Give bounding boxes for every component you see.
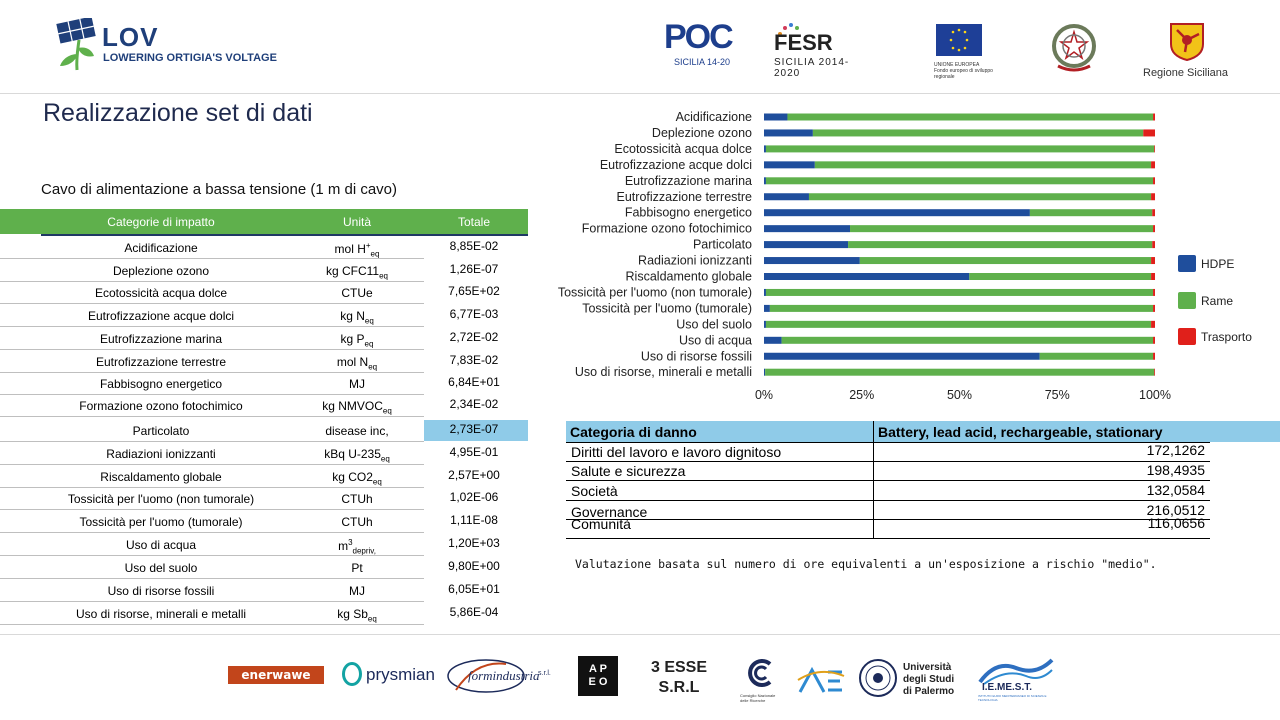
bar-segment-rame xyxy=(766,145,1154,152)
impact-table-row xyxy=(0,419,528,442)
impact-unit-base: Pt xyxy=(351,561,363,575)
impact-unit xyxy=(292,309,422,325)
legend-label: Trasporto xyxy=(1201,330,1252,344)
category-label: Particolato xyxy=(692,237,752,252)
enerwawe-logo: enerwawe xyxy=(228,666,324,684)
impact-unit-base: kg NMVOC xyxy=(322,399,383,413)
fesr-logo-text: FESR xyxy=(774,30,833,55)
impact-total: 2,57E+00 xyxy=(448,468,500,482)
bar-segment-rame xyxy=(860,257,1151,264)
impact-total: 1,02E-06 xyxy=(449,490,499,504)
impact-total: 2,72E-02 xyxy=(449,330,499,344)
impact-category: Tossicità per l'uomo (tumorale) xyxy=(79,515,243,529)
impact-total: 5,86E-04 xyxy=(449,605,499,619)
impact-total: 6,77E-03 xyxy=(449,307,499,321)
impact-unit xyxy=(292,399,422,415)
bar-segment-rame xyxy=(766,321,1151,328)
bar-segment-trasporto xyxy=(1143,129,1155,136)
impact-category: Eutrofizzazione acque dolci xyxy=(87,309,235,323)
bar-segment-trasporto xyxy=(1153,305,1155,312)
damage-header-value: Battery, lead acid, rechargeable, stationary xyxy=(878,424,1163,440)
region-name: Regione Siciliana xyxy=(1143,67,1228,79)
impact-category: Eutrofizzazione marina xyxy=(99,332,223,346)
impact-unit xyxy=(292,286,422,300)
unipa-line1: Università xyxy=(903,662,952,673)
bar-segment-trasporto xyxy=(1151,161,1155,168)
impact-table-row xyxy=(0,304,528,327)
impact-table-row xyxy=(0,281,528,304)
impact-total: 4,95E-01 xyxy=(449,445,499,459)
impact-table-row xyxy=(0,327,528,350)
impact-category: Tossicità per l'uomo (non tumorale) xyxy=(67,492,255,506)
damage-value: 198,4935 xyxy=(1146,462,1205,478)
category-label: Eutrofizzazione marina xyxy=(624,173,752,188)
damage-value: 172,1262 xyxy=(1146,442,1205,458)
damage-row-divider xyxy=(566,500,1210,501)
prysmian-text: prysmian xyxy=(366,665,435,684)
poc-logo-subtext: SICILIA 14-20 xyxy=(674,57,731,67)
impact-unit xyxy=(292,377,422,391)
impact-unit xyxy=(292,241,422,258)
bar-segment-hdpe xyxy=(764,209,1030,216)
bar-segment-rame xyxy=(1040,353,1153,360)
damage-row-divider xyxy=(566,461,1210,462)
bar-segment-hdpe xyxy=(764,305,770,312)
poc-logo xyxy=(664,18,736,68)
unipa-line2: degli Studi xyxy=(903,674,955,685)
eu-line1: UNIONE EUROPEA xyxy=(934,62,980,68)
x-tick-label: 25% xyxy=(849,388,875,402)
bar-segment-trasporto xyxy=(1153,289,1155,296)
treesse-line1: 3 ESSE xyxy=(650,659,708,676)
iemest-text: I.E.ME.S.T. xyxy=(982,682,1033,693)
poc-logo-text: POC xyxy=(664,18,732,56)
bar-segment-trasporto xyxy=(1154,369,1155,376)
category-label: Acidificazione xyxy=(675,110,752,124)
bar-segment-trasporto xyxy=(1152,209,1155,216)
unipa-name xyxy=(903,662,963,698)
impact-total: 1,11E-08 xyxy=(450,513,498,527)
impact-unit-subscript: eq xyxy=(367,614,377,624)
impact-unit-subscript: eq xyxy=(382,406,392,416)
header xyxy=(0,0,1280,93)
impact-total: 6,84E+01 xyxy=(448,375,500,389)
impact-unit-subscript: eq xyxy=(379,271,389,281)
damage-value: 116,0656 xyxy=(1147,515,1205,531)
legend-swatch-hdpe xyxy=(1178,255,1196,272)
impact-unit-base: kg CFC11 xyxy=(325,264,380,278)
impact-total: 2,34E-02 xyxy=(449,397,499,411)
bar-segment-trasporto xyxy=(1153,114,1155,121)
legend-swatch-rame xyxy=(1178,292,1196,309)
impact-category: Formazione ozono fotochimico xyxy=(79,399,243,413)
apeo-text: A P E O xyxy=(588,663,608,688)
bar-segment-trasporto xyxy=(1152,241,1155,248)
impact-category: Uso di risorse fossili xyxy=(107,584,215,598)
apeo-logo xyxy=(578,656,618,696)
impact-table-row xyxy=(0,510,528,533)
treesse-logo xyxy=(644,658,714,698)
impact-unit xyxy=(292,492,422,506)
category-label: Fabbisogno energetico xyxy=(624,205,752,220)
category-label: Formazione ozono fotochimico xyxy=(581,221,752,236)
category-label: Eutrofizzazione acque dolci xyxy=(599,157,752,172)
bar-segment-trasporto xyxy=(1153,225,1155,232)
impact-unit-base: MJ xyxy=(349,584,365,598)
bar-segment-hdpe xyxy=(764,177,766,184)
bar-segment-hdpe xyxy=(764,353,1040,360)
bar-segment-rame xyxy=(1030,209,1152,216)
impact-unit-subscript: eq xyxy=(380,454,390,464)
bar-segment-trasporto xyxy=(1153,177,1155,184)
x-tick-label: 75% xyxy=(1044,388,1070,402)
bar-segment-hdpe xyxy=(764,369,765,376)
impact-category: Particolato xyxy=(132,424,190,438)
prysmian-mark-icon xyxy=(342,662,362,686)
cnr-mark-icon xyxy=(740,658,782,688)
impact-category: Ecotossicità acqua dolce xyxy=(94,286,228,300)
bar-segment-rame xyxy=(809,193,1151,200)
impact-table-row xyxy=(0,372,528,395)
fesr-logo-subtext: SICILIA 2014-2020 xyxy=(774,57,850,79)
damage-value: 216,0512 xyxy=(1146,502,1205,518)
bar-segment-hdpe xyxy=(764,161,815,168)
impact-total: 7,83E-02 xyxy=(449,353,499,367)
bar-segment-rame xyxy=(782,337,1153,344)
eu-logo-text xyxy=(934,62,1002,80)
impact-table-row xyxy=(0,350,528,373)
footer-divider xyxy=(0,634,1280,635)
impact-unit xyxy=(292,515,422,529)
category-label: Eutrofizzazione terrestre xyxy=(616,189,752,204)
impact-unit xyxy=(292,447,422,463)
damage-category: Governance xyxy=(571,504,648,520)
impact-unit xyxy=(292,355,422,371)
region-logo xyxy=(1142,20,1232,80)
impact-table-row xyxy=(0,236,528,259)
bar-segment-trasporto xyxy=(1151,257,1155,264)
impact-category: Deplezione ozono xyxy=(112,264,210,278)
italian-emblem-icon xyxy=(1048,20,1100,76)
bar-segment-hdpe xyxy=(764,321,766,328)
header-unit: Unità xyxy=(342,215,371,229)
impact-unit-base: CTUh xyxy=(341,492,373,506)
impact-unit-subscript: depriv, xyxy=(352,546,376,556)
impact-unit xyxy=(292,264,422,280)
impact-unit xyxy=(292,561,422,575)
impact-table-row xyxy=(0,442,528,465)
cnr-logo xyxy=(740,658,782,702)
eu-logo xyxy=(934,24,1000,80)
formindustria-suffix: s.r.l. xyxy=(538,670,551,677)
x-tick-label: 0% xyxy=(754,388,774,402)
bar-segment-trasporto xyxy=(1151,321,1155,328)
impact-unit xyxy=(292,332,422,348)
trinacria-icon xyxy=(1167,20,1207,62)
eu-flag-icon xyxy=(936,24,982,56)
formindustria-logo xyxy=(446,656,564,696)
impact-table-row xyxy=(0,465,528,488)
category-label: Uso di risorse fossili xyxy=(640,349,752,364)
prysmian-logo xyxy=(342,662,435,688)
x-tick-label: 100% xyxy=(1139,388,1171,402)
impact-unit xyxy=(292,424,422,438)
impact-table-row xyxy=(0,394,528,417)
assessment-note: Valutazione basata sul numero di ore equivalenti a un'esposizione a rischio "medio". xyxy=(575,557,1157,571)
bar-segment-hdpe xyxy=(764,289,766,296)
damage-row-divider xyxy=(566,538,1210,539)
impact-unit-base: disease inc, xyxy=(325,424,389,438)
damage-category: Diritti del lavoro e lavoro dignitoso xyxy=(571,444,782,460)
lov-logo xyxy=(54,18,294,74)
damage-value: 132,0584 xyxy=(1146,482,1205,498)
impact-total: 2,73E-07 xyxy=(449,422,499,436)
impact-table-header xyxy=(0,209,528,234)
bar-segment-trasporto xyxy=(1151,273,1155,280)
impact-unit-subscript: eq xyxy=(364,339,374,349)
category-label: Deplezione ozono xyxy=(651,125,752,140)
damage-row-divider xyxy=(566,480,1210,481)
impact-bar-chart xyxy=(540,100,1280,410)
table-caption: Cavo di alimentazione a bassa tensione (1 m di cavo) xyxy=(41,181,398,198)
header-divider xyxy=(0,93,1280,94)
impact-category: Radiazioni ionizzanti xyxy=(106,447,216,461)
lov-title: LOV xyxy=(102,22,159,52)
impact-unit xyxy=(292,607,422,623)
bar-segment-hdpe xyxy=(764,241,848,248)
category-label: Riscaldamento globale xyxy=(625,269,752,284)
impact-unit xyxy=(292,470,422,486)
formindustria-text: formindustria xyxy=(468,668,540,683)
impact-table-row xyxy=(0,602,528,625)
bar-segment-rame xyxy=(765,369,1154,376)
damage-row-divider xyxy=(566,442,1210,443)
category-label: Ecotossicità acqua dolce xyxy=(614,141,752,156)
impact-unit-base: kg P xyxy=(340,332,365,346)
impact-total: 7,65E+02 xyxy=(448,284,500,298)
damage-category: Società xyxy=(571,483,618,499)
x-tick-label: 50% xyxy=(946,388,973,402)
impact-total: 6,05E+01 xyxy=(448,582,500,596)
bar-segment-hdpe xyxy=(764,145,766,152)
impact-category: Uso del suolo xyxy=(124,561,198,575)
bar-segment-trasporto xyxy=(1153,337,1155,344)
impact-category: Riscaldamento globale xyxy=(100,470,222,484)
bar-segment-hdpe xyxy=(764,225,850,232)
impact-total: 1,20E+03 xyxy=(448,536,500,550)
treesse-line2: S.R.L xyxy=(658,679,700,696)
impact-table-row xyxy=(0,579,528,602)
bar-segment-trasporto xyxy=(1154,145,1155,152)
iemest-logo xyxy=(976,656,1056,702)
unipa-line3: di Palermo xyxy=(903,686,955,697)
bar-segment-hdpe xyxy=(764,129,813,136)
impact-unit-base: mol N xyxy=(336,355,369,369)
impact-unit-base: kg N xyxy=(340,309,365,323)
category-label: Radiazioni ionizzanti xyxy=(638,253,752,268)
iemest-subtext: ISTITUTO EURO MEDITERRANEO DI SCIENZA E TECNOLOGIA xyxy=(978,694,1047,702)
eu-line2: Fondo europeo di sviluppo regionale xyxy=(934,68,993,80)
bar-segment-hdpe xyxy=(764,337,782,344)
impact-total: 8,85E-02 xyxy=(449,239,499,253)
category-label: Uso del suolo xyxy=(676,317,752,332)
impact-unit-superscript: + xyxy=(365,241,371,250)
impact-unit-base: kg CO2 xyxy=(332,470,373,484)
header-total: Totale xyxy=(457,215,491,229)
impact-unit-base: kg Sb xyxy=(337,607,368,621)
impact-unit-superscript: 3 xyxy=(348,538,353,547)
unipa-seal-icon xyxy=(858,658,898,698)
impact-total: 1,26E-07 xyxy=(449,262,499,276)
solar-plant-icon xyxy=(54,18,100,72)
bar-segment-rame xyxy=(969,273,1151,280)
impact-unit-base: m xyxy=(338,539,349,553)
cnr-text: Consiglio Nazionale delle Ricerche xyxy=(740,693,776,703)
damage-category: Salute e sicurezza xyxy=(571,463,686,479)
fesr-logo xyxy=(774,22,874,79)
impact-table-row xyxy=(0,556,528,579)
row-divider xyxy=(0,416,424,417)
bar-segment-trasporto xyxy=(1151,193,1155,200)
impact-unit-base: mol H xyxy=(334,242,366,256)
bar-segment-rame xyxy=(787,114,1153,121)
impact-unit xyxy=(292,538,422,555)
bar-segment-trasporto xyxy=(1153,353,1155,360)
bar-segment-rame xyxy=(850,225,1153,232)
impact-unit-subscript: eq xyxy=(370,249,380,259)
bar-segment-hdpe xyxy=(764,273,969,280)
impact-category: Acidificazione xyxy=(124,241,198,255)
page-title: Realizzazione set di dati xyxy=(43,99,313,127)
category-label: Tossicità per l'uomo (non tumorale) xyxy=(557,285,752,300)
lov-subtitle: LOWERING ORTIGIA'S VOLTAGE xyxy=(103,52,277,64)
bar-segment-hdpe xyxy=(764,193,809,200)
category-label: Tossicità per l'uomo (tumorale) xyxy=(582,301,752,316)
bar-segment-rame xyxy=(815,161,1151,168)
impact-unit-base: kBq U-235 xyxy=(324,447,381,461)
impact-category: Eutrofizzazione terrestre xyxy=(95,355,227,369)
bar-segment-hdpe xyxy=(764,114,787,121)
legend-label: HDPE xyxy=(1201,257,1235,271)
bar-segment-rame xyxy=(770,305,1153,312)
damage-category: Comunità xyxy=(571,516,631,532)
bar-segment-rame xyxy=(766,177,1153,184)
impact-total: 9,80E+00 xyxy=(448,559,500,573)
impact-unit-base: MJ xyxy=(349,377,365,391)
impact-unit-subscript: eq xyxy=(364,316,374,326)
impact-table-row xyxy=(0,533,528,556)
category-label: Uso di acqua xyxy=(679,333,752,348)
damage-header-category: Categoria di danno xyxy=(570,424,697,440)
bar-segment-hdpe xyxy=(764,257,860,264)
legend-label: Rame xyxy=(1201,294,1234,308)
impact-unit-subscript: eq xyxy=(372,477,382,487)
impact-category: Uso di acqua xyxy=(125,538,197,552)
bar-segment-rame xyxy=(813,129,1143,136)
category-label: Uso di risorse, minerali e metalli xyxy=(574,365,752,380)
bar-segment-rame xyxy=(766,289,1153,296)
row-divider xyxy=(0,624,424,625)
damage-row-divider xyxy=(566,519,1210,520)
impact-unit-base: CTUe xyxy=(341,286,373,300)
impact-table-row xyxy=(0,487,528,510)
header-category: Categorie di impatto xyxy=(107,215,215,229)
impact-unit xyxy=(292,584,422,598)
ae-logo xyxy=(796,664,846,698)
bar-segment-rame xyxy=(848,241,1152,248)
impact-category: Fabbisogno energetico xyxy=(99,377,223,391)
impact-category: Uso di risorse, minerali e metalli xyxy=(75,607,247,621)
impact-table-row xyxy=(0,259,528,282)
legend-swatch-trasporto xyxy=(1178,328,1196,345)
impact-unit-base: CTUh xyxy=(341,515,373,529)
ae-mark-icon xyxy=(796,664,846,698)
impact-unit-subscript: eq xyxy=(368,362,378,372)
